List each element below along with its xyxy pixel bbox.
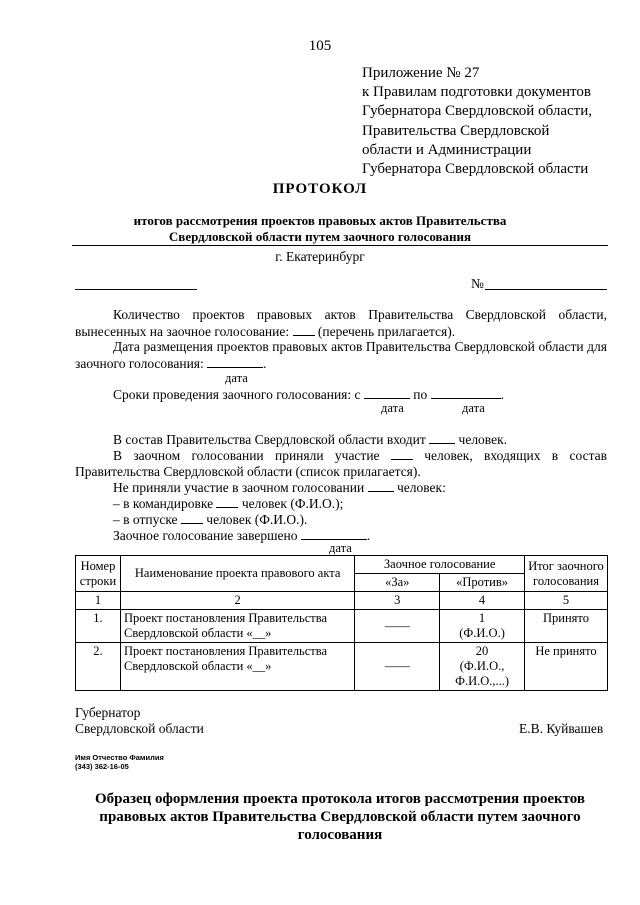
signer-name: Е.В. Куйвашев [519, 721, 604, 736]
against-names: (Ф.И.О.) [459, 626, 505, 640]
trip-blank [216, 495, 238, 508]
paragraph-text: человек, входящих в состав Правительства Свердловской области (список прилагается). [75, 448, 608, 479]
index-cell: 2 [120, 592, 354, 610]
sample-caption-line: Образец оформления проекта протокола итогов рассмотрения проектов [94, 791, 586, 807]
vacation-blank [181, 511, 203, 524]
against-count: 1 [478, 611, 486, 625]
table-header-row [76, 556, 608, 574]
row-for-votes: —— [355, 643, 440, 691]
appendix-line: к Правилам подготовки документов [362, 84, 591, 101]
paragraph-business-trip [113, 495, 343, 512]
paragraph-text: В состав Правительства Свердловской области входит [113, 432, 426, 447]
completion-date-caption: дата [329, 541, 352, 555]
sample-caption [60, 790, 620, 844]
header-name: Наименование проекта правового акта [120, 556, 354, 592]
signer-position-line: Свердловской области [75, 721, 204, 736]
end-date-blank [431, 386, 501, 399]
date-caption: дата [225, 371, 248, 385]
paragraph-placement-date [75, 339, 607, 372]
punctuation: . [500, 387, 504, 402]
row-project-name: Проект постановления Правительства Свердловской области «__» [120, 610, 354, 643]
date-blank [207, 355, 263, 368]
paragraph-projects-count [75, 307, 607, 340]
header-result: Итог заочного голосования [525, 556, 608, 592]
non-participants-blank [368, 479, 394, 492]
row-result: Принято [525, 610, 608, 643]
punctuation: . [366, 528, 371, 543]
paragraph-text: Дата размещения проектов правовых актов Правительства Свердловской области для заочного голосования: [75, 339, 607, 371]
appendix-line: Губернатора Свердловской области [362, 161, 589, 178]
paragraph-text: Не приняли участие в заочном голосовании [113, 480, 365, 495]
paragraph-vacation [113, 511, 307, 528]
page-number: 105 [308, 38, 332, 54]
paragraph-voting-period [113, 386, 504, 403]
city-name: г. Екатеринбург [275, 249, 365, 264]
row-for-votes: —— [355, 610, 440, 643]
paragraph-text: Заочное голосование завершено [113, 528, 298, 543]
row-number: 1. [76, 610, 121, 643]
paragraph-text: человек. [458, 432, 508, 447]
subtitle-line: итогов рассмотрения проектов правовых актов Правительства [133, 213, 507, 228]
appendix-line: Правительства Свердловской [362, 122, 550, 139]
start-date-blank [364, 386, 410, 399]
signer-position-line: Губернатор [75, 705, 141, 720]
against-names: Ф.И.О.,...) [455, 674, 510, 688]
appendix-block [362, 64, 592, 179]
end-date-caption: дата [462, 401, 485, 415]
members-blank [429, 431, 455, 444]
executor-info [75, 753, 164, 771]
table-row [76, 643, 608, 691]
number-sign: № [471, 276, 484, 291]
row-number: 2. [76, 643, 121, 691]
index-cell: 4 [440, 592, 525, 610]
against-names: (Ф.И.О., [459, 659, 505, 673]
punctuation: . [263, 356, 267, 371]
paragraph-text: Сроки проведения заочного голосования: с [113, 387, 361, 402]
signer-position [75, 705, 204, 737]
executor-phone: (343) 362-16-05 [75, 762, 129, 771]
paragraph-text: человек (Ф.И.О.); [241, 496, 344, 511]
paragraph-text: по [413, 387, 428, 402]
row-against-votes [440, 643, 525, 691]
subtitle-underline [72, 245, 608, 246]
sample-caption-line: голосования [297, 827, 383, 843]
header-against: «Против» [440, 574, 525, 592]
voting-results-table [75, 555, 608, 691]
table-index-row [76, 592, 608, 610]
paragraph-text: Количество проектов правовых актов Правительства Свердловской области, вынесенных на заочное голосование: [75, 307, 607, 339]
paragraph-text: – в командировке [113, 496, 214, 511]
sample-caption-line: правовых актов Правительства Свердловской области путем заочного [99, 809, 581, 825]
appendix-line: области и Администрации [362, 141, 532, 158]
row-project-name: Проект постановления Правительства Свердловской области «__» [120, 643, 354, 691]
paragraph-non-participants [113, 479, 446, 496]
appendix-line: Губернатора Свердловской области, [362, 103, 592, 120]
header-for: «За» [355, 574, 440, 592]
index-cell: 5 [525, 592, 608, 610]
header-number: Номер строки [76, 556, 121, 592]
participants-blank [391, 447, 413, 460]
index-cell: 1 [76, 592, 121, 610]
completion-date-blank [301, 527, 367, 540]
appendix-line: Приложение № 27 [362, 65, 480, 81]
start-date-caption: дата [381, 401, 404, 415]
number-blank-line [485, 289, 607, 290]
against-count: 20 [475, 644, 489, 658]
header-voting: Заочное голосование [355, 556, 525, 574]
count-blank [293, 323, 315, 336]
paragraph-text: (перечень прилагается). [317, 324, 456, 339]
index-cell: 3 [355, 592, 440, 610]
document-subtitle [0, 213, 640, 245]
paragraph-text: человек: [396, 480, 446, 495]
subtitle-line: Свердловской области путем заочного голосования [168, 229, 472, 244]
paragraph-text: человек (Ф.И.О.). [206, 512, 308, 527]
row-against-votes [440, 610, 525, 643]
row-result: Не принято [525, 643, 608, 691]
executor-name: Имя Отчество Фамилия [75, 753, 164, 762]
paragraph-participants [75, 447, 607, 480]
date-blank-line [75, 289, 197, 290]
paragraph-text: – в отпуске [113, 512, 178, 527]
table-row [76, 610, 608, 643]
paragraph-text: В заочном голосовании приняли участие [113, 448, 380, 463]
document-title: ПРОТОКОЛ [272, 181, 368, 197]
paragraph-government-composition [113, 431, 507, 448]
